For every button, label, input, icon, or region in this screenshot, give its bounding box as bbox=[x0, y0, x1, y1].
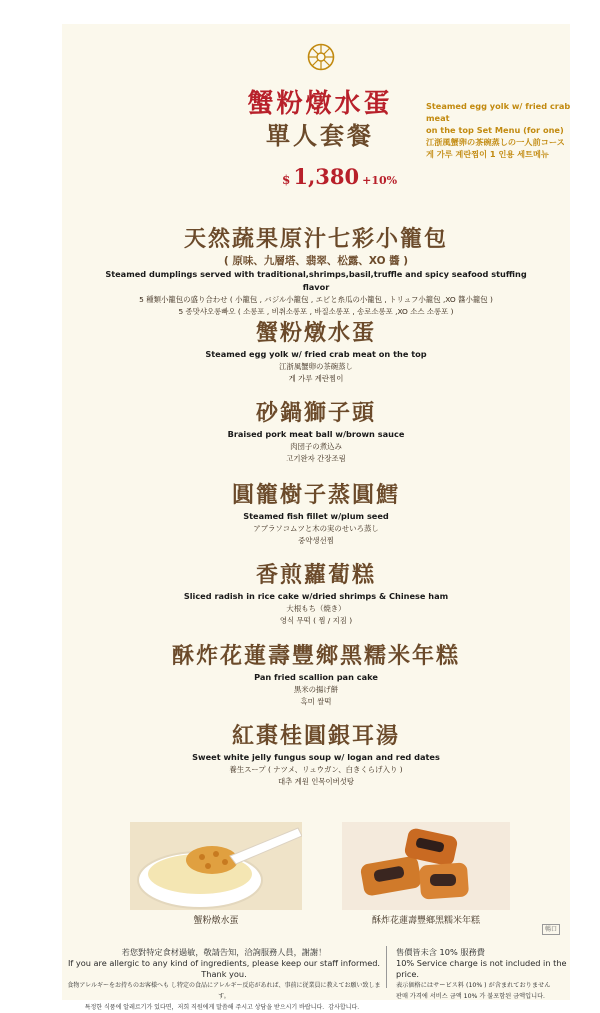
stamp-mark: 暢口 bbox=[542, 924, 560, 935]
photo-caption-right: 酥炸花蓮壽豐鄉黑糯米年糕 bbox=[371, 916, 480, 926]
steamed-egg-photo bbox=[130, 822, 302, 910]
set-subtitle: 單人套餐 bbox=[266, 121, 374, 150]
item-name-zh: 紅棗桂圓銀耳湯 bbox=[231, 723, 400, 749]
set-desc-en-1: Steamed egg yolk w/ fried crab meat bbox=[426, 101, 571, 123]
menu-item-fish bbox=[92, 480, 540, 547]
item-name-en: Sweet white jelly fungus soup w/ logan and red dates bbox=[192, 752, 440, 762]
set-desc-jp: 江浙風蟹卵の茶碗蒸しの一人前コース bbox=[426, 137, 565, 147]
menu-item-rice-cake bbox=[92, 641, 540, 708]
price-currency: $ bbox=[282, 173, 291, 187]
service-charge-notice bbox=[396, 947, 592, 1002]
item-name-kr: 흑미 쌀떡 bbox=[300, 697, 332, 706]
item-flavors: ( 原味、九層塔、翡翠、松露、XO 醬 ) bbox=[223, 255, 409, 267]
steamed-egg-illustration bbox=[130, 822, 302, 910]
item-name-kr: 영식 무떡 ( 찜 / 지짐 ) bbox=[279, 616, 353, 625]
footer-divider bbox=[386, 946, 387, 988]
menu-item-meatball bbox=[92, 398, 540, 465]
item-name-kr: 5 종맛샤오롱빠오 ( 소롱포 , 비취소롱포 , 바질소롱포 , 송로소롱포 ,XO 소스 소롱포 ) bbox=[178, 307, 454, 316]
restaurant-logo-icon bbox=[307, 43, 335, 71]
item-name-jp: 肉団子の煮込み bbox=[290, 442, 342, 451]
set-desc-kr: 게 가루 계란찜이 1 인용 세트메뉴 bbox=[426, 149, 549, 159]
menu-item-radish-cake bbox=[92, 560, 540, 627]
item-name-en: Steamed egg yolk w/ fried crab meat on the top bbox=[205, 349, 427, 359]
item-name-zh: 砂鍋獅子頭 bbox=[255, 400, 376, 426]
item-name-en: Braised pork meat ball w/brown sauce bbox=[227, 429, 405, 439]
allergy-notice bbox=[66, 947, 382, 1013]
service-charge-kr: 판매 가격에 서비스 금액 10% 가 불포함된 금액입니다． bbox=[396, 993, 550, 1000]
menu-item-dumplings bbox=[92, 224, 540, 318]
photo-caption-left: 蟹粉燉水蛋 bbox=[193, 916, 239, 926]
item-name-en: Pan fried scallion pan cake bbox=[254, 672, 378, 682]
item-name-en: Steamed fish fillet w/plum seed bbox=[243, 511, 389, 521]
item-name-en: Steamed dumplings served with traditional,shrimps,basil,truffle and spicy seafood stuffing flavor bbox=[105, 269, 527, 292]
item-name-kr: 게 가루 계란찜이 bbox=[288, 374, 344, 383]
service-charge-en: 10% Service charge is not included in the price. bbox=[396, 958, 567, 979]
price-tax: +10% bbox=[362, 174, 398, 187]
item-name-jp: 5 種類小籠包の盛り合わせ ( 小籠包 , バジル小籠包 , エビと糸瓜の小籠包 , トリュフ小籠包 ,XO 醬小籠包 ) bbox=[139, 295, 493, 304]
item-name-zh: 天然蔬果原汁七彩小籠包 bbox=[183, 226, 448, 252]
item-name-zh: 酥炸花蓮壽豐鄉黑糯米年糕 bbox=[171, 643, 460, 669]
item-name-kr: 중약생선찜 bbox=[298, 536, 334, 545]
item-name-jp: 黒米の揚げ餅 bbox=[293, 685, 339, 694]
menu-item-steamed-egg bbox=[92, 318, 540, 385]
item-name-en: Sliced radish in rice cake w/dried shrimps & Chinese ham bbox=[183, 591, 449, 601]
allergy-notice-zh: 若您對特定食材過敏，敬請告知，洽詢服務人員，謝謝！ bbox=[121, 947, 327, 957]
item-name-kr: 대추 계원 인목이버섯탕 bbox=[277, 777, 355, 786]
menu-item-soup bbox=[92, 721, 540, 788]
rice-cake-illustration bbox=[342, 822, 510, 910]
item-name-jp: アブラソコムツと木の実のせいろ蒸し bbox=[253, 524, 379, 533]
set-price bbox=[282, 164, 397, 189]
set-title: 蟹粉燉水蛋 bbox=[247, 89, 393, 119]
service-charge-zh: 售價皆未含 10% 服務費 bbox=[396, 947, 485, 957]
allergy-notice-kr: 특정한 식품에 알레르기가 있다면，저희 직원에게 말씀해 주시고 상담을 받으시기 바랍니다．감사합니다． bbox=[84, 1004, 364, 1011]
item-name-zh: 圓籠樹子蒸圓鱈 bbox=[231, 482, 400, 508]
item-name-jp: 養生スープ ( ナツメ、リュウガン、白きくらげ入り ) bbox=[229, 765, 403, 774]
set-desc-en-2: on the top Set Menu (for one) bbox=[426, 125, 564, 135]
price-amount: 1,380 bbox=[293, 164, 360, 189]
allergy-notice-en: If you are allergic to any kind of ingredients, please keep our staff informed. Thank you. bbox=[67, 958, 381, 979]
item-name-jp: 大根もち（焼き） bbox=[286, 604, 346, 613]
item-name-jp: 江浙風蟹卵の茶碗蒸し bbox=[279, 362, 353, 371]
allergy-notice-jp: 食物アレルギーをお持ちのお客様へも し特定の食品にアレルギー反応があれば、事前に従業員に教えてお願い致します。 bbox=[67, 982, 381, 1000]
rice-cake-photo bbox=[342, 822, 510, 910]
service-charge-jp: 表示価格にはサービス料 (10% ) が含まれておりません bbox=[396, 982, 551, 989]
set-description bbox=[426, 100, 586, 160]
item-name-kr: 고기완자 간장조림 bbox=[286, 454, 346, 463]
item-name-zh: 蟹粉燉水蛋 bbox=[255, 320, 376, 346]
item-name-zh: 香煎蘿蔔糕 bbox=[255, 562, 376, 588]
